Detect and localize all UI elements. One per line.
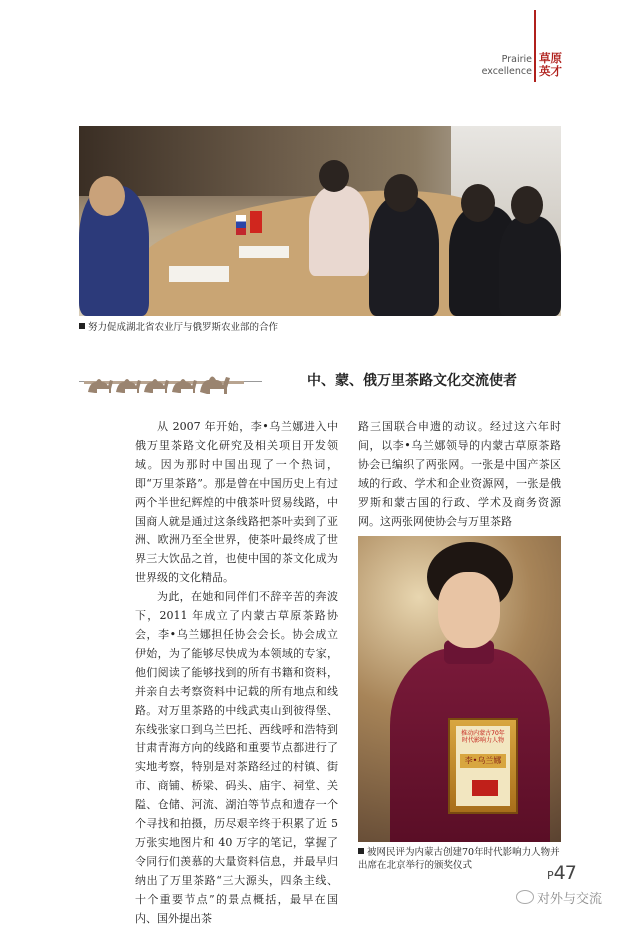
plaque-name: 李•乌兰娜 bbox=[460, 754, 506, 768]
caption-square-icon bbox=[358, 848, 364, 854]
photo-person bbox=[499, 216, 561, 316]
wechat-watermark bbox=[516, 888, 602, 907]
china-flag bbox=[250, 211, 262, 233]
photo-paper bbox=[239, 246, 289, 258]
page-number bbox=[547, 862, 576, 884]
portrait-caption bbox=[358, 846, 568, 872]
photo-person bbox=[369, 196, 439, 316]
header-accent-bar bbox=[534, 10, 536, 82]
photo-paper bbox=[169, 266, 229, 282]
meeting-photo-caption bbox=[79, 322, 561, 334]
header-english-line2: excellence bbox=[481, 66, 532, 77]
photo-head bbox=[319, 160, 349, 192]
article-paragraph: 从 2007 年开始，李•乌兰娜进入中俄万里茶路文化研究及相关项目开发领域。因为那时中国出现了一个热词，即“万里茶路”。那是曾在中国历史上有过两个半世纪辉煌的中俄茶叶贸易线路，中国商人就是通过这条线路把茶叶卖到了亚洲、欧洲乃至全世界，使茶叶最终成了世界三大饮品之首，也使中国的茶文化成为世界级的文化精品。 bbox=[135, 420, 338, 585]
photo-head bbox=[511, 186, 543, 224]
photo-head bbox=[461, 184, 495, 222]
caption-square-icon bbox=[79, 323, 85, 329]
camel-caravan-icon bbox=[84, 364, 244, 400]
article-paragraph-continued: 路三国联合申遗的动议。经过这六年时间，以李•乌兰娜领导的内蒙古草原茶路协会已编织了两张网。一张是中国产茶区域的行政、学术和企业资源网，一张是俄罗斯和蒙古国的行政、学术及商务资源网。这两张网使协会与万里茶路 bbox=[358, 420, 561, 528]
wechat-icon bbox=[516, 890, 534, 904]
portrait-face bbox=[438, 572, 500, 648]
photo-person bbox=[309, 186, 369, 276]
plaque-title: 推动内蒙古70年时代影响力人物 bbox=[461, 730, 505, 744]
page-number-value: 47 bbox=[553, 862, 576, 884]
meeting-photo bbox=[79, 126, 561, 316]
page-prefix: P bbox=[547, 869, 554, 882]
photo-head bbox=[89, 176, 125, 216]
header-chinese-label bbox=[539, 52, 569, 78]
photo-head bbox=[384, 174, 418, 212]
section-title: 中、蒙、俄万里茶路文化交流使者 bbox=[262, 370, 562, 390]
header-english-line1: Prairie bbox=[501, 54, 532, 65]
header-english-label bbox=[480, 54, 532, 78]
article-paragraph: 为此，在她和同伴们不辞辛苦的奔波下，2011 年成立了内蒙古草原茶路协会，李•乌兰娜担任协会会长。协会成立伊始，为了能够尽快成为本领域的专家，他们阅读了能够找到的所有书籍和资料，并亲自去考察资料中记载的所有地点和线路。对万里茶路的中线武夷山到彼得堡、东线张家口到乌兰巴托、西线呼和浩特到甘肃青海方向的线路和重要节点都进行了实地考察，特别是对茶路经过的村镇、街市、商铺、桥梁、码头、庙宇、祠堂、关隘、仓储、河流、湖泊等节点和遗存一个个寻找和拍摄，历尽艰辛终于积累了近 5 万张实地图片和 40 万字的笔记，掌握了令同行们羡慕的大量资料信息，并最早归纳出了万里茶路“三大源头，四条主线、十个重要节点”的景点概括，最早在国内、国外提出茶 bbox=[135, 590, 338, 925]
wechat-account-name: 对外与交流 bbox=[537, 892, 603, 907]
russia-flag bbox=[236, 215, 246, 235]
header-chinese-line1: 草原 bbox=[539, 51, 562, 65]
portrait-caption-text: 被网民评为内蒙古创建70年时代影响力人物并出席在北京举行的颁奖仪式 bbox=[358, 847, 560, 871]
award-plaque bbox=[448, 718, 518, 814]
article-column-2 bbox=[358, 418, 561, 531]
award-portrait-photo bbox=[358, 536, 561, 842]
header-chinese-line2: 英才 bbox=[539, 64, 562, 78]
meeting-caption-text: 努力促成湖北省农业厅与俄罗斯农业部的合作 bbox=[88, 322, 279, 333]
article-column-1 bbox=[135, 418, 338, 928]
plaque-badge bbox=[472, 780, 498, 796]
